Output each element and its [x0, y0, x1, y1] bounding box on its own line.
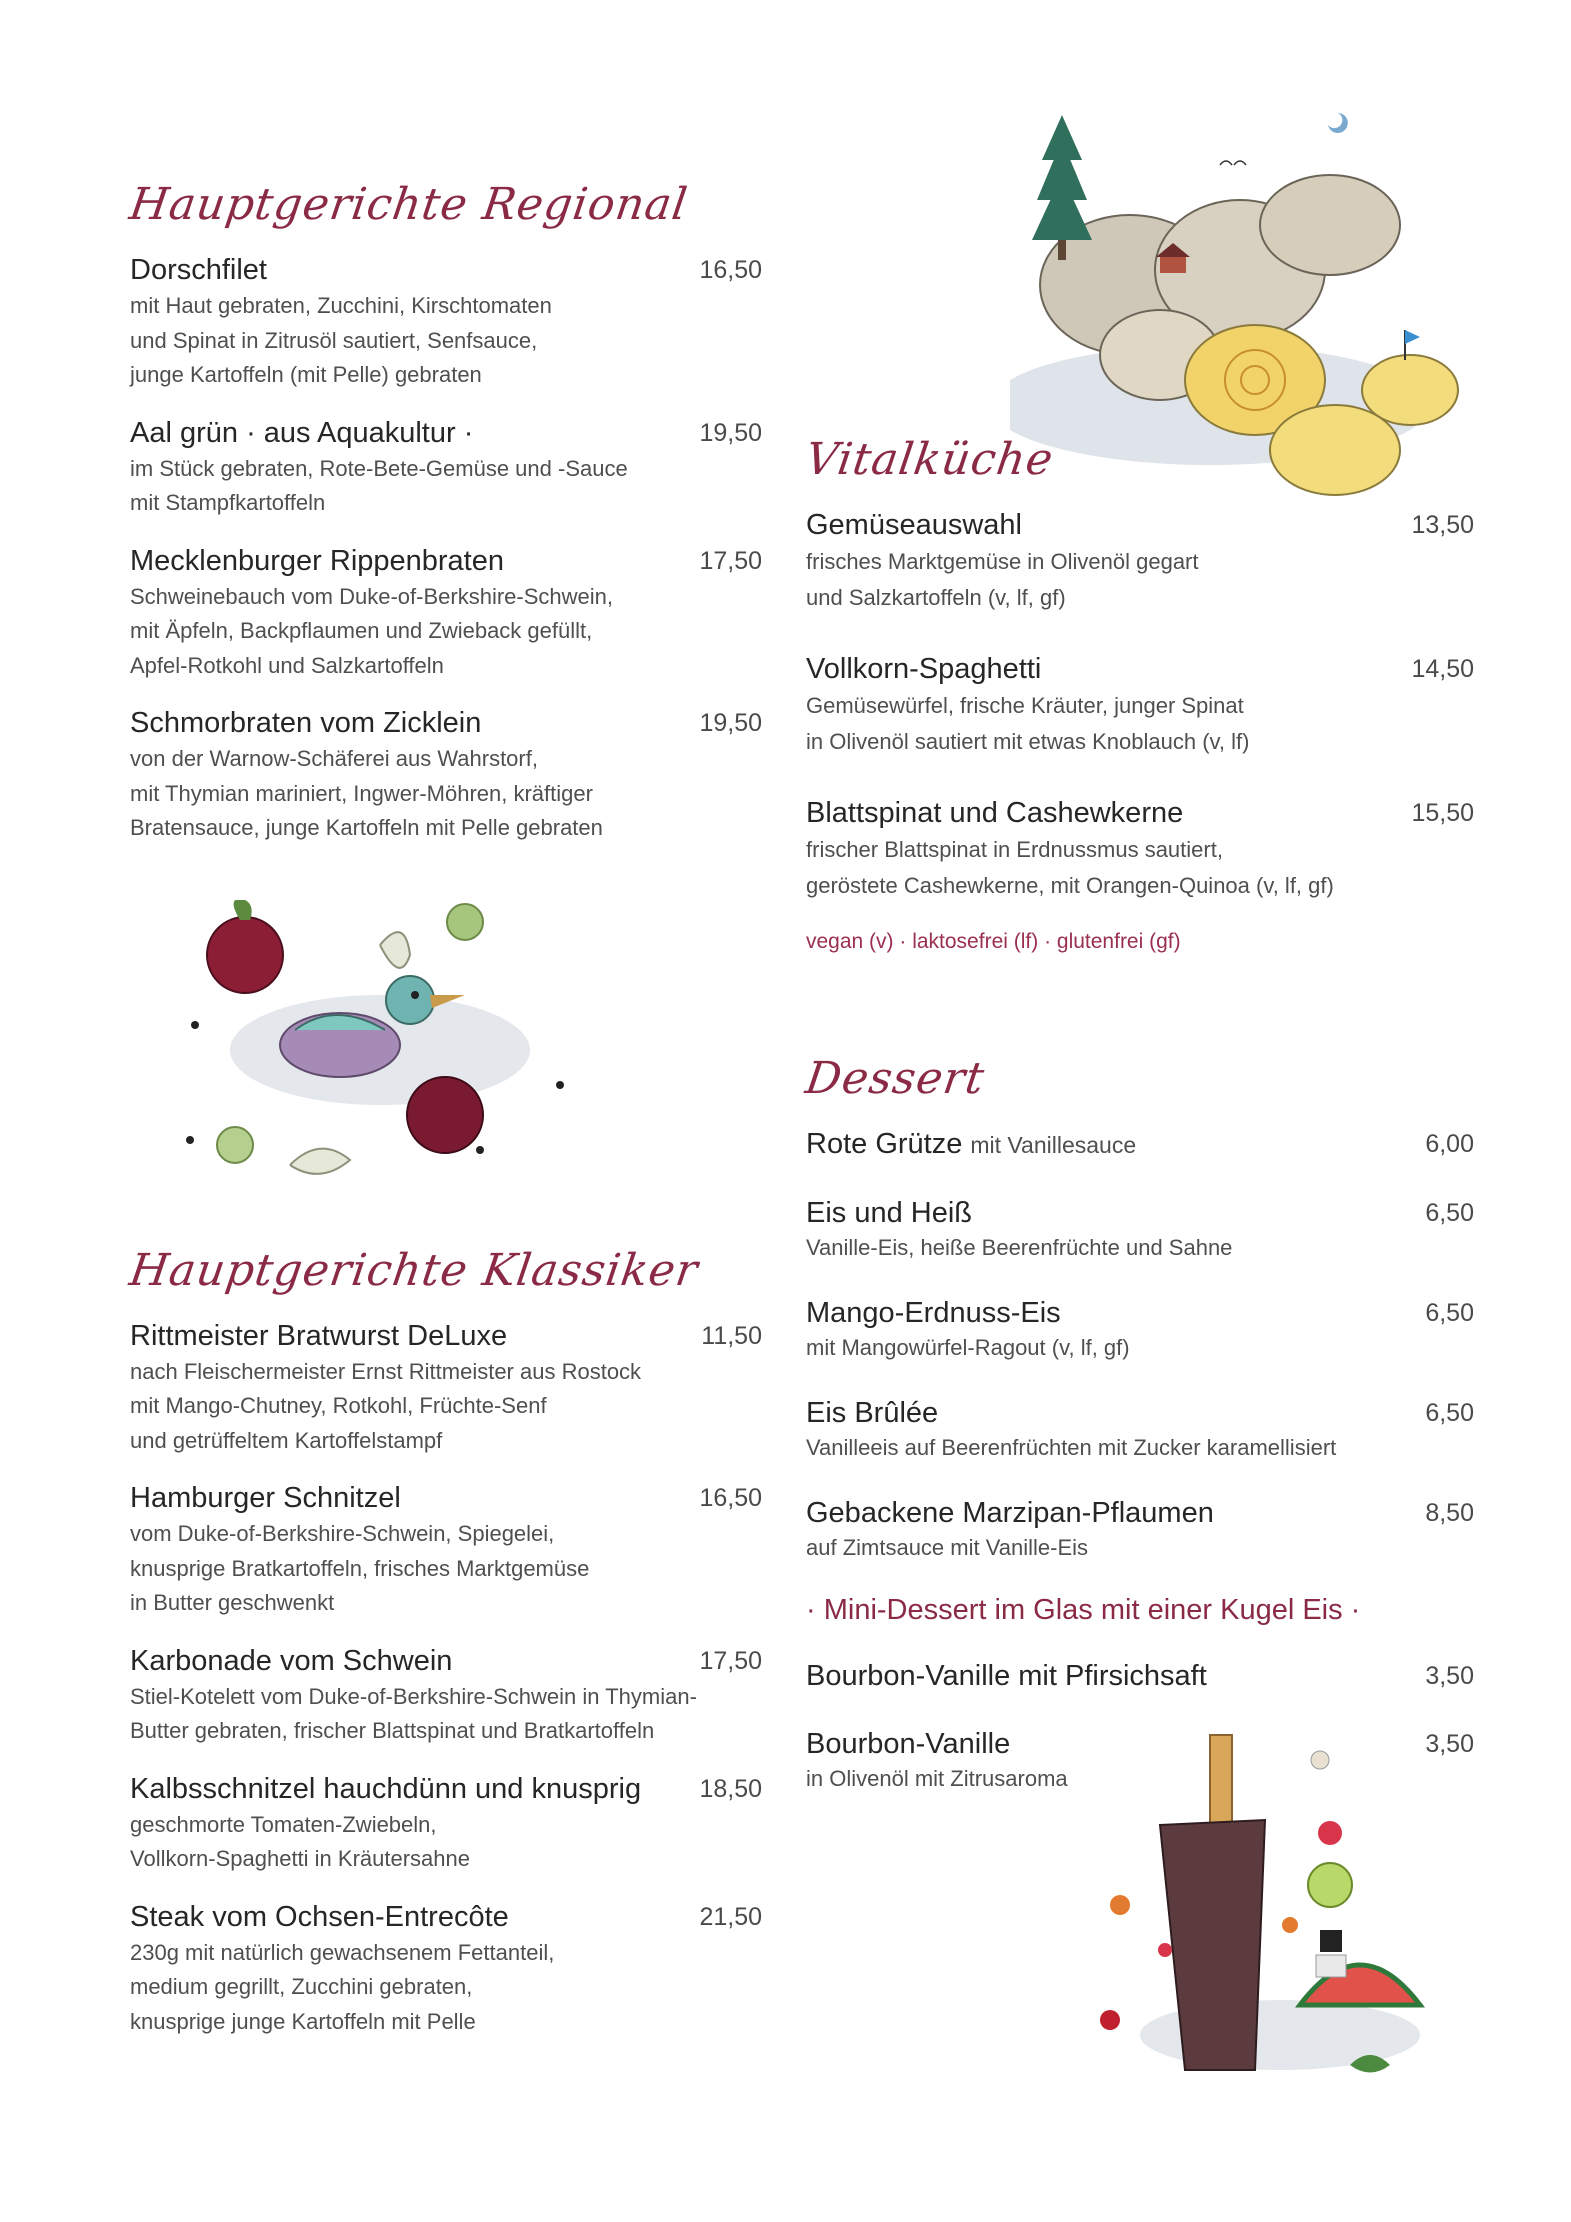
- item-price: 16,50: [699, 1484, 762, 1512]
- item-price: 18,50: [699, 1774, 762, 1803]
- item-desc-line: nach Fleischermeister Ernst Rittmeister aus Rostock: [130, 1358, 642, 1384]
- item-name: Mango-Erdnuss-Eis: [806, 1297, 1061, 1329]
- menu-item: [806, 1194, 1474, 1264]
- item-desc-line: geschmorte Tomaten-Zwiebeln,: [130, 1811, 437, 1837]
- section-title-klassiker: Hauptgerichte Klassiker: [126, 1244, 702, 1296]
- item-desc-line: und Spinat in Zitrusöl sautiert, Senfsauce,: [130, 327, 538, 353]
- item-name-text: Rote Grütze: [806, 1128, 963, 1160]
- item-desc-line: Stiel-Kotelett vom Duke-of-Berkshire-Schwein in Thymian-: [130, 1683, 697, 1709]
- item-desc-line: frisches Marktgemüse in Olivenöl gegart: [806, 549, 1199, 574]
- item-desc-line: knusprige junge Kartoffeln mit Pelle: [130, 2008, 476, 2034]
- item-desc-line: Bratensauce, junge Kartoffeln mit Pelle gebraten: [130, 815, 603, 840]
- section-title-dessert: Dessert: [802, 1053, 988, 1104]
- item-price: 6,50: [1425, 1299, 1474, 1327]
- item-price: 17,50: [699, 546, 762, 575]
- item-name: Blattspinat und Cashewkerne: [806, 797, 1184, 829]
- section-title-regional: Hauptgerichte Regional: [126, 179, 691, 230]
- item-desc-line: 230g mit natürlich gewachsenem Fettanteil,: [130, 1939, 555, 1965]
- item-price: 19,50: [699, 709, 762, 737]
- section-dessert: [802, 1049, 1474, 1795]
- item-desc-line: frischer Blattspinat in Erdnussmus sautiert,: [806, 837, 1223, 862]
- item-desc-line: von der Warnow-Schäferei aus Wahrstorf,: [130, 746, 538, 771]
- item-name: [806, 1125, 1474, 1164]
- item-name: Eis und Heiß: [806, 1197, 973, 1229]
- item-price: 11,50: [701, 1321, 762, 1350]
- menu-item: [130, 1770, 762, 1877]
- item-desc-line: knusprige Bratkartoffeln, frisches Marktgemüse: [130, 1555, 590, 1581]
- item-name: Aal grün · aus Aquakultur ·: [130, 416, 474, 449]
- menu-item: [806, 1494, 1474, 1564]
- item-name: Gemüseauswahl: [806, 509, 1022, 541]
- item-desc-line: in Butter geschwenkt: [130, 1590, 335, 1615]
- item-name: Bourbon-Vanille: [806, 1728, 1011, 1760]
- item-desc-line: mit Äpfeln, Backpflaumen und Zwieback gefüllt,: [130, 618, 593, 643]
- menu-item: [806, 1294, 1474, 1364]
- item-name: Steak vom Ochsen-Entrecôte: [130, 1900, 509, 1933]
- item-price: 3,50: [1425, 1662, 1474, 1690]
- item-name: Vollkorn-Spaghetti: [806, 653, 1042, 685]
- item-name: Bourbon-Vanille mit Pfirsichsaft: [806, 1660, 1207, 1692]
- right-column: [802, 430, 1474, 1825]
- item-desc-line: und Salzkartoffeln (v, lf, gf): [806, 585, 1066, 610]
- left-column: [126, 175, 762, 2060]
- item-desc-line: Schweinebauch vom Duke-of-Berkshire-Schwein,: [130, 583, 613, 609]
- item-desc-line: medium gegrillt, Zucchini gebraten,: [130, 1974, 473, 1999]
- item-name: Karbonade vom Schwein: [130, 1644, 453, 1677]
- section-title-vital: Vitalküche: [802, 434, 1057, 485]
- item-price: 8,50: [1425, 1499, 1474, 1527]
- item-price: 19,50: [699, 418, 762, 447]
- item-name: Gebackene Marzipan-Pflaumen: [806, 1497, 1214, 1529]
- item-price: 17,50: [699, 1646, 762, 1675]
- item-desc-line: Vanille-Eis, heiße Beerenfrüchte und Sahne: [806, 1235, 1233, 1260]
- item-desc-line: junge Kartoffeln (mit Pelle) gebraten: [130, 362, 482, 387]
- item-price: 16,50: [699, 256, 762, 284]
- mini-dessert-title: · Mini-Dessert im Glas mit einer Kugel Eis ·: [806, 1594, 1361, 1626]
- item-desc-line: geröstete Cashewkerne, mit Orangen-Quinoa (v, lf, gf): [806, 873, 1334, 898]
- item-desc-line: vom Duke-of-Berkshire-Schwein, Spiegelei,: [130, 1521, 555, 1546]
- item-price: 14,50: [1411, 655, 1474, 683]
- section-vitalkueche: [802, 430, 1474, 954]
- item-name: Kalbsschnitzel hauchdünn und knusprig: [130, 1772, 642, 1805]
- menu-item: [130, 414, 762, 521]
- item-desc-line: Gemüsewürfel, frische Kräuter, junger Spinat: [806, 693, 1244, 718]
- item-desc-line: Apfel-Rotkohl und Salzkartoffeln: [130, 652, 444, 678]
- item-price: 21,50: [699, 1902, 762, 1931]
- item-desc-line: mit Stampfkartoffeln: [130, 490, 326, 515]
- item-desc-line: in Olivenöl mit Zitrusaroma: [806, 1766, 1068, 1791]
- menu-item: [130, 1898, 762, 2040]
- item-desc-line: Vanilleeis auf Beerenfrüchten mit Zucker karamellisiert: [806, 1435, 1337, 1460]
- item-name: Rittmeister Bratwurst DeLuxe: [130, 1319, 508, 1352]
- menu-item: [130, 542, 762, 684]
- menu-item: [806, 1394, 1474, 1464]
- item-price: 3,50: [1425, 1730, 1474, 1758]
- item-inline-desc: mit Vanillesauce: [970, 1132, 1137, 1158]
- menu-item: [806, 1725, 1474, 1795]
- item-desc-line: und getrüffeltem Kartoffelstampf: [130, 1427, 443, 1453]
- item-price: 6,00: [1425, 1130, 1474, 1158]
- item-desc-line: in Olivenöl sautiert mit etwas Knoblauch (v, lf): [806, 729, 1250, 754]
- item-name: Dorschfilet: [130, 254, 267, 286]
- diet-legend: vegan (v) · laktosefrei (lf) · glutenfrei (gf): [806, 930, 1181, 953]
- menu-item: [806, 650, 1474, 760]
- item-name: Eis Brûlée: [806, 1397, 939, 1429]
- item-name: Schmorbraten vom Zicklein: [130, 707, 482, 739]
- menu-item: [130, 1642, 762, 1749]
- item-name: Hamburger Schnitzel: [130, 1482, 401, 1514]
- menu-item: [806, 794, 1474, 904]
- item-price: 6,50: [1425, 1199, 1474, 1227]
- section-hauptgerichte-klassiker: [126, 1241, 762, 2040]
- item-desc-line: auf Zimtsauce mit Vanille-Eis: [806, 1535, 1089, 1560]
- item-price: 13,50: [1411, 511, 1474, 539]
- menu-item: [130, 704, 762, 846]
- item-desc-line: mit Haut gebraten, Zucchini, Kirschtomaten: [130, 293, 552, 318]
- menu-item: [806, 1125, 1474, 1164]
- item-desc-line: Butter gebraten, frischer Blattspinat und Bratkartoffeln: [130, 1718, 655, 1743]
- menu-item: [130, 251, 762, 393]
- menu-item: [130, 1317, 762, 1459]
- menu-item: [130, 1479, 762, 1621]
- item-price: 15,50: [1411, 799, 1474, 827]
- item-desc-line: mit Mangowürfel-Ragout (v, lf, gf): [806, 1335, 1130, 1360]
- menu-item: [806, 506, 1474, 616]
- item-price: 6,50: [1425, 1399, 1474, 1427]
- item-desc-line: im Stück gebraten, Rote-Bete-Gemüse und -Sauce: [130, 455, 628, 481]
- item-name: Mecklenburger Rippenbraten: [130, 544, 504, 577]
- item-desc-line: Vollkorn-Spaghetti in Kräutersahne: [130, 1846, 470, 1871]
- item-desc-line: mit Mango-Chutney, Rotkohl, Früchte-Senf: [130, 1393, 547, 1418]
- section-hauptgerichte-regional: [126, 175, 762, 846]
- menu-item: [806, 1657, 1474, 1695]
- item-desc-line: mit Thymian mariniert, Ingwer-Möhren, kräftiger: [130, 780, 593, 806]
